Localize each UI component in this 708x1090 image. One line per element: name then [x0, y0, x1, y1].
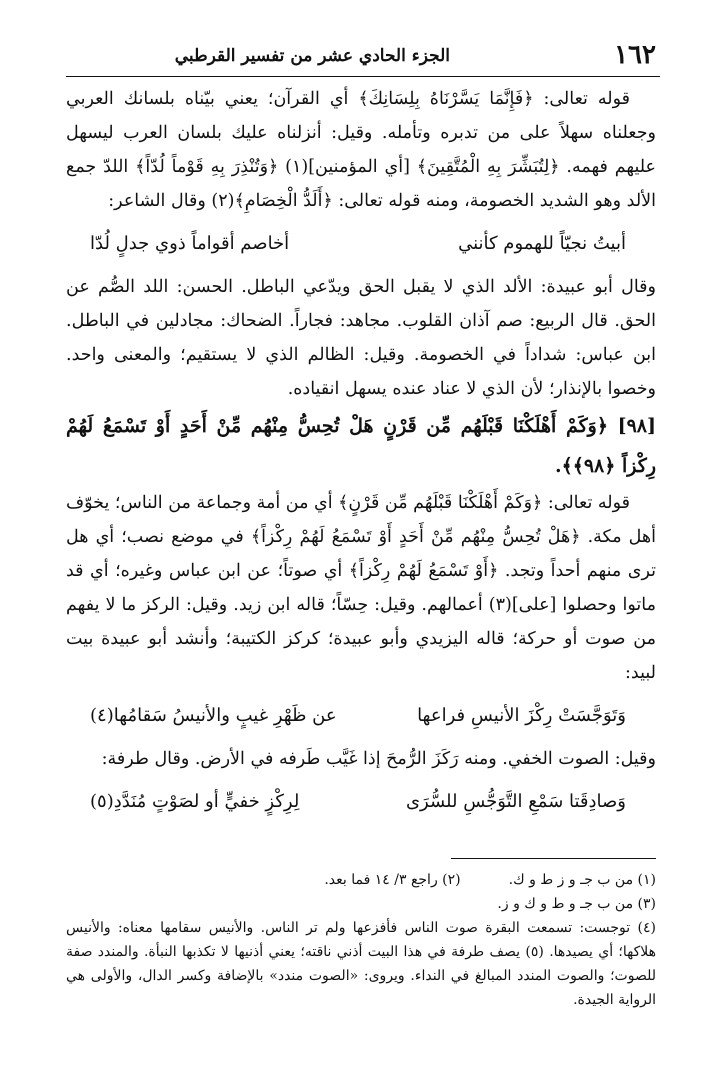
verse-2-first-hemistich: وَتَوَجَّسَتْ رِكْزَ الأنيسِ فراعها — [417, 705, 626, 726]
footnote-row-1 — [66, 868, 656, 892]
paragraph-2: وقال أبو عبيدة: الألد الذي لا يقبل الحق ويدّعي الباطل. الحسن: اللد الصُّم عن الحق. قال الربيع: صم آذان القلوب. مجاهد: فجاراً. الضحاك: مجادلين في الباطل. ابن عباس: شداداً في الخصومة. وقيل: الظالم الذي لا يستقيم؛ والمعنى واحد. وخصوا بالإنذار؛ لأن الذي لا عناد عنده يسهل انقياده. — [66, 277, 656, 399]
paragraph-3: قوله تعالى: ﴿وَكَمْ أَهْلَكْنَا قَبْلَهُم مِّن قَرْنٍ﴾ أي من أمة وجماعة من الناس؛ يخوّف أهل مكة. ﴿هَلْ تُحِسُّ مِنْهُم مِّنْ أَحَدٍ أَوْ تَسْمَعُ لَهُمْ رِكْزاً﴾ في موضع نصب؛ أي هل ترى منهم أحداً وتجد. ﴿أَوْ تَسْمَعُ لَهُمْ رِكْزاً﴾ أي صوتاً؛ عن ابن عباس وغيره؛ أي قد ماتوا وحصلوا [على](٣) أعمالهم. وقيل: حِسّاً؛ قاله ابن زيد. وقيل: الركز ما لا يفهم من صوت أو حركة؛ قاله اليزيدي وأبو عبيدة؛ كركز الكتيبة؛ وأنشد أبو عبيدة بيت لبيد: — [66, 493, 656, 683]
paragraph-1: قوله تعالى: ﴿فَإِنَّمَا يَسَّرْنَاهُ بِلِسَانِكَ﴾ أي القرآن؛ يعني بيّناه بلسانك العربي وجعلناه سهلاً على من تدبره وتأمله. وقيل: أنزلناه عليك بلسان العرب ليسهل عليهم فهمه. ﴿لِتُبَشِّرَ بِهِ الْمُتَّقِينَ﴾ [أي المؤمنين](١) ﴿وَتُنْذِرَ بِهِ قَوْماً لُدّاً﴾ اللدّ جمع الألد وهو الشديد الخصومة، ومنه قوله تعالى: ﴿أَلَدُّ الْخِصَامِ﴾(٢) وقال الشاعر: — [66, 89, 656, 211]
verse-2-second-hemistich: عن ظَهْرِ غيبٍ والأنيسُ سَقامُها(٤) — [90, 705, 337, 726]
footnote-4-5: (٤) توجست: تسمعت البقرة صوت الناس فأفزعها ولم تر الناس. والأنيس سقامها معناه: والأنيس هلاكها؛ أي يصيدها. (٥) يصف طرفة في هذا البيت أذني ناقته؛ يعني أذنيها لا تكذبها النبأة. والمندد صفة للصوت؛ والصوت المندد المبالغ في النداء. ويروى: «الصوت مندد» بالإضافة وكسر الدال، والأولى هي الرواية الجيدة. — [66, 920, 656, 1008]
footnote-1: (١) من ب جـ و ز ط و ك. — [508, 872, 656, 888]
poetry-verse-3 — [66, 776, 656, 828]
running-title: الجزء الحادي عشر من تفسير القرطبي — [174, 46, 450, 66]
verse-3-first-hemistich: وَصادِقَتا سَمْعِ التَّوَجُّسِ للسُّرَى — [405, 791, 626, 812]
poetry-verse-1 — [66, 218, 656, 270]
page-header — [66, 40, 660, 77]
verse-1-second-hemistich: أخاصم أقواماً ذوي جدلٍ لُدّا — [90, 233, 290, 254]
footnote-2: (٢) راجع ٣/ ١٤ فما بعد. — [324, 872, 461, 888]
paragraph-4: وقيل: الصوت الخفي. ومنه رَكَزَ الرُّمحَ إذا غَيَّب طَرفه في الأرض. وقال طرفة: — [101, 749, 656, 769]
page-number: ١٦٢ — [614, 40, 656, 70]
footnote-divider — [451, 858, 656, 859]
footnote-3: (٣) من ب جـ و ط و ك و ز. — [497, 896, 656, 912]
poetry-verse-2 — [66, 690, 656, 742]
main-text — [66, 82, 656, 828]
verse-98-heading: [٩٨] ﴿وَكَمْ أَهْلَكْنَا قَبْلَهُم مِّن قَرْنٍ هَلْ تُحِسُّ مِنْهُم مِّنْ أَحَدٍ أَوْ تَسْمَعُ لَهُمْ رِكْزاً ﴿٩٨﴾﴾. — [66, 415, 656, 477]
footnotes — [66, 868, 656, 1012]
verse-3-second-hemistich: لِرِكْزٍ خفيٍّ أو لصَوْتٍ مُنَدَّدِ(٥) — [90, 791, 300, 812]
verse-1-first-hemistich: أبيتُ نجيّاً للهموم كأنني — [458, 233, 626, 254]
